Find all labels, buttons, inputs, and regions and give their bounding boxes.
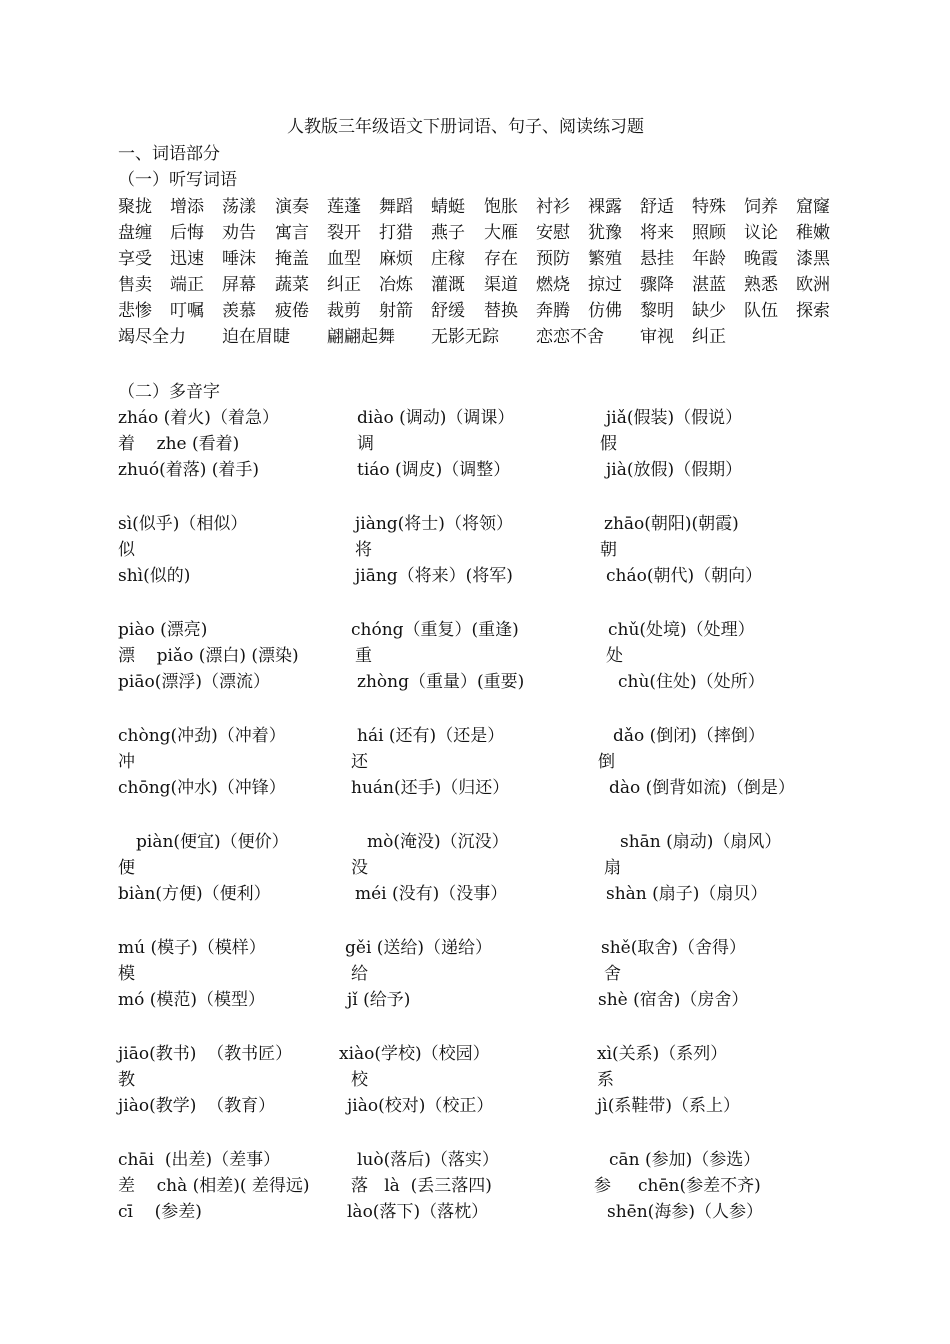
vocab-word: 掠过 bbox=[588, 275, 622, 295]
polyphone-line: 落 là (丢三落四) bbox=[351, 1176, 492, 1196]
vocab-word: 演奏 bbox=[275, 197, 309, 217]
idiom-word: 纠正 bbox=[692, 327, 726, 347]
vocab-word: 打猎 bbox=[379, 223, 413, 243]
vocab-word: 叮嘱 bbox=[170, 301, 204, 321]
subsection-heading: （一）听写词语 bbox=[118, 170, 237, 190]
vocab-word: 舒缓 bbox=[431, 301, 465, 321]
vocab-word: 将来 bbox=[640, 223, 674, 243]
polyphone-line: 校 bbox=[351, 1070, 368, 1090]
polyphone-line: 冲 bbox=[118, 752, 135, 772]
vocab-word: 饱胀 bbox=[484, 197, 518, 217]
polyphone-line: dào (倒背如流)（倒是） bbox=[609, 778, 795, 798]
vocab-word: 后悔 bbox=[170, 223, 204, 243]
polyphone-line: shēn(海参)（人参） bbox=[607, 1202, 763, 1222]
vocab-word: 舞蹈 bbox=[379, 197, 413, 217]
polyphone-line: jiào(教学) （教育） bbox=[118, 1096, 276, 1116]
polyphone-line: cháo(朝代)（朝向） bbox=[606, 566, 763, 586]
polyphone-line: piàn(便宜)（便价） bbox=[136, 832, 289, 852]
polyphone-line: mò(淹没)（沉没） bbox=[367, 832, 509, 852]
vocab-word: 欧洲 bbox=[796, 275, 830, 295]
vocab-word: 稚嫩 bbox=[796, 223, 830, 243]
vocab-word: 犹豫 bbox=[588, 223, 622, 243]
polyphone-line: 似 bbox=[118, 540, 135, 560]
polyphone-line: cān (参加)（参选） bbox=[609, 1150, 761, 1170]
polyphone-line: luò(落后)（落实） bbox=[357, 1150, 499, 1170]
vocab-word: 燕子 bbox=[431, 223, 465, 243]
polyphone-line: shì(似的) bbox=[118, 566, 191, 586]
polyphone-line: shàn (扇子)（扇贝） bbox=[606, 884, 768, 904]
polyphone-line: 将 bbox=[355, 540, 372, 560]
polyphone-line: huán(还手)（归还） bbox=[351, 778, 510, 798]
vocab-word: 盘缠 bbox=[118, 223, 152, 243]
vocab-word: 蜻蜓 bbox=[431, 197, 465, 217]
polyphone-line: piāo(漂浮)（漂流） bbox=[118, 672, 270, 692]
vocab-word: 年龄 bbox=[692, 249, 726, 269]
vocab-word: 渠道 bbox=[484, 275, 518, 295]
polyphone-line: cī (参差) bbox=[118, 1202, 202, 1222]
vocab-word: 掩盖 bbox=[275, 249, 309, 269]
vocab-word: 熟悉 bbox=[744, 275, 778, 295]
polyphone-line: shè (宿舍)（房舍） bbox=[598, 990, 749, 1010]
polyphone-line: jǐ (给予) bbox=[347, 990, 411, 1010]
polyphone-line: jiāo(教书) （教书匠） bbox=[118, 1044, 293, 1064]
vocab-word: 繁殖 bbox=[588, 249, 622, 269]
vocab-word: 漆黑 bbox=[796, 249, 830, 269]
polyphone-line: chōng(冲水)（冲锋） bbox=[118, 778, 286, 798]
section-heading: 一、词语部分 bbox=[118, 144, 220, 164]
polyphone-line: 便 bbox=[118, 858, 135, 878]
polyphone-line: 参 chēn(参差不齐) bbox=[594, 1176, 761, 1196]
polyphone-line: jiào(校对)（校正） bbox=[347, 1096, 494, 1116]
vocab-word: 舒适 bbox=[640, 197, 674, 217]
polyphone-line: 处 bbox=[606, 646, 623, 666]
polyphone-line: jì(系鞋带)（系上） bbox=[597, 1096, 740, 1116]
vocab-word: 端正 bbox=[170, 275, 204, 295]
vocab-word: 骤降 bbox=[640, 275, 674, 295]
vocab-word: 黎明 bbox=[640, 301, 674, 321]
idiom-word: 恋恋不舍 bbox=[536, 327, 604, 347]
polyphone-line: 漂 piǎo (漂白) (漂染) bbox=[118, 646, 299, 666]
polyphone-line: hái (还有)（还是） bbox=[357, 726, 505, 746]
vocab-word: 奔腾 bbox=[536, 301, 570, 321]
polyphone-line: 教 bbox=[118, 1070, 135, 1090]
vocab-word: 特殊 bbox=[692, 197, 726, 217]
subsection-heading: （二）多音字 bbox=[118, 382, 220, 402]
vocab-word: 议论 bbox=[744, 223, 778, 243]
vocab-word: 劝告 bbox=[222, 223, 256, 243]
polyphone-line: 扇 bbox=[604, 858, 621, 878]
vocab-word: 迅速 bbox=[170, 249, 204, 269]
polyphone-line: chāi (出差)（差事） bbox=[118, 1150, 281, 1170]
vocab-word: 荡漾 bbox=[222, 197, 256, 217]
vocab-word: 预防 bbox=[536, 249, 570, 269]
vocab-word: 悬挂 bbox=[640, 249, 674, 269]
vocab-word: 寓言 bbox=[275, 223, 309, 243]
vocab-word: 衬衫 bbox=[536, 197, 570, 217]
polyphone-line: zhòng（重量）(重要) bbox=[357, 672, 525, 692]
vocab-word: 聚拢 bbox=[118, 197, 152, 217]
polyphone-line: xiào(学校)（校园） bbox=[339, 1044, 490, 1064]
vocab-word: 悲惨 bbox=[118, 301, 152, 321]
vocab-word: 麻烦 bbox=[379, 249, 413, 269]
vocab-word: 探索 bbox=[796, 301, 830, 321]
polyphone-line: 调 bbox=[357, 434, 374, 454]
vocab-word: 增添 bbox=[170, 197, 204, 217]
polyphone-line: piào (漂亮) bbox=[118, 620, 208, 640]
vocab-word: 羡慕 bbox=[222, 301, 256, 321]
vocab-word: 售卖 bbox=[118, 275, 152, 295]
vocab-word: 裂开 bbox=[327, 223, 361, 243]
vocab-word: 疲倦 bbox=[275, 301, 309, 321]
polyphone-line: 倒 bbox=[598, 752, 615, 772]
polyphone-line: 没 bbox=[351, 858, 368, 878]
vocab-word: 灌溉 bbox=[431, 275, 465, 295]
vocab-word: 屏幕 bbox=[222, 275, 256, 295]
polyphone-line: zháo (着火)（着急） bbox=[118, 408, 279, 428]
vocab-word: 照顾 bbox=[692, 223, 726, 243]
polyphone-line: dǎo (倒闭)（摔倒） bbox=[613, 726, 765, 746]
vocab-word: 窟窿 bbox=[796, 197, 830, 217]
vocab-word: 裸露 bbox=[588, 197, 622, 217]
vocab-word: 蔬菜 bbox=[275, 275, 309, 295]
polyphone-line: zhuó(着落) (着手) bbox=[118, 460, 260, 480]
polyphone-line: jià(放假)（假期） bbox=[606, 460, 743, 480]
idiom-word: 审视 bbox=[640, 327, 674, 347]
vocab-word: 大雁 bbox=[484, 223, 518, 243]
polyphone-line: mó (模范)（模型） bbox=[118, 990, 266, 1010]
polyphone-line: méi (没有)（没事） bbox=[355, 884, 508, 904]
polyphone-line: jiàng(将士)（将领） bbox=[355, 514, 513, 534]
document-title: 人教版三年级语文下册词语、句子、阅读练习题 bbox=[287, 117, 644, 137]
polyphone-line: sì(似乎)（相似） bbox=[118, 514, 248, 534]
vocab-word: 饲养 bbox=[744, 197, 778, 217]
vocab-word: 湛蓝 bbox=[692, 275, 726, 295]
polyphone-line: zhāo(朝阳)(朝霞) bbox=[604, 514, 739, 534]
polyphone-line: 着 zhe (看着) bbox=[118, 434, 240, 454]
polyphone-line: 还 bbox=[351, 752, 368, 772]
polyphone-line: xì(关系)（系列） bbox=[597, 1044, 728, 1064]
idiom-word: 翩翩起舞 bbox=[327, 327, 395, 347]
polyphone-line: tiáo (调皮)（调整） bbox=[357, 460, 511, 480]
vocab-word: 存在 bbox=[484, 249, 518, 269]
polyphone-line: chòng(冲劲)（冲着） bbox=[118, 726, 286, 746]
polyphone-line: lào(落下)（落枕） bbox=[347, 1202, 489, 1222]
vocab-word: 冶炼 bbox=[379, 275, 413, 295]
idiom-word: 迫在眉睫 bbox=[222, 327, 290, 347]
vocab-word: 仿佛 bbox=[588, 301, 622, 321]
vocab-word: 安慰 bbox=[536, 223, 570, 243]
vocab-word: 享受 bbox=[118, 249, 152, 269]
vocab-word: 替换 bbox=[484, 301, 518, 321]
polyphone-line: 给 bbox=[351, 964, 368, 984]
idiom-word: 无影无踪 bbox=[431, 327, 499, 347]
vocab-word: 唾沫 bbox=[222, 249, 256, 269]
vocab-word: 队伍 bbox=[744, 301, 778, 321]
polyphone-line: chǔ(处境)（处理） bbox=[608, 620, 755, 640]
idiom-word: 竭尽全力 bbox=[118, 327, 186, 347]
vocab-word: 纠正 bbox=[327, 275, 361, 295]
polyphone-line: 系 bbox=[597, 1070, 614, 1090]
polyphone-line: shě(取舍)（舍得） bbox=[601, 938, 746, 958]
polyphone-line: 差 chà (相差)( 差得远) bbox=[118, 1176, 310, 1196]
polyphone-line: jiǎ(假装)（假说） bbox=[606, 408, 743, 428]
polyphone-line: chóng（重复）(重逢) bbox=[351, 620, 519, 640]
polyphone-line: 朝 bbox=[600, 540, 617, 560]
polyphone-line: biàn(方便)（便利） bbox=[118, 884, 271, 904]
vocab-word: 血型 bbox=[327, 249, 361, 269]
vocab-word: 庄稼 bbox=[431, 249, 465, 269]
polyphone-line: 重 bbox=[355, 646, 372, 666]
polyphone-line: 舍 bbox=[604, 964, 621, 984]
vocab-word: 裁剪 bbox=[327, 301, 361, 321]
polyphone-line: chù(住处)（处所） bbox=[618, 672, 765, 692]
vocab-word: 燃烧 bbox=[536, 275, 570, 295]
polyphone-line: diào (调动)（调课） bbox=[357, 408, 515, 428]
polyphone-line: jiāng（将来）(将军) bbox=[355, 566, 513, 586]
vocab-word: 晚霞 bbox=[744, 249, 778, 269]
vocab-word: 莲蓬 bbox=[327, 197, 361, 217]
polyphone-line: 模 bbox=[118, 964, 135, 984]
polyphone-line: mú (模子)（模样） bbox=[118, 938, 266, 958]
polyphone-line: 假 bbox=[600, 434, 617, 454]
polyphone-line: gěi (送给)（递给） bbox=[345, 938, 493, 958]
vocab-word: 缺少 bbox=[692, 301, 726, 321]
polyphone-line: shān (扇动)（扇风） bbox=[620, 832, 782, 852]
vocab-word: 射箭 bbox=[379, 301, 413, 321]
